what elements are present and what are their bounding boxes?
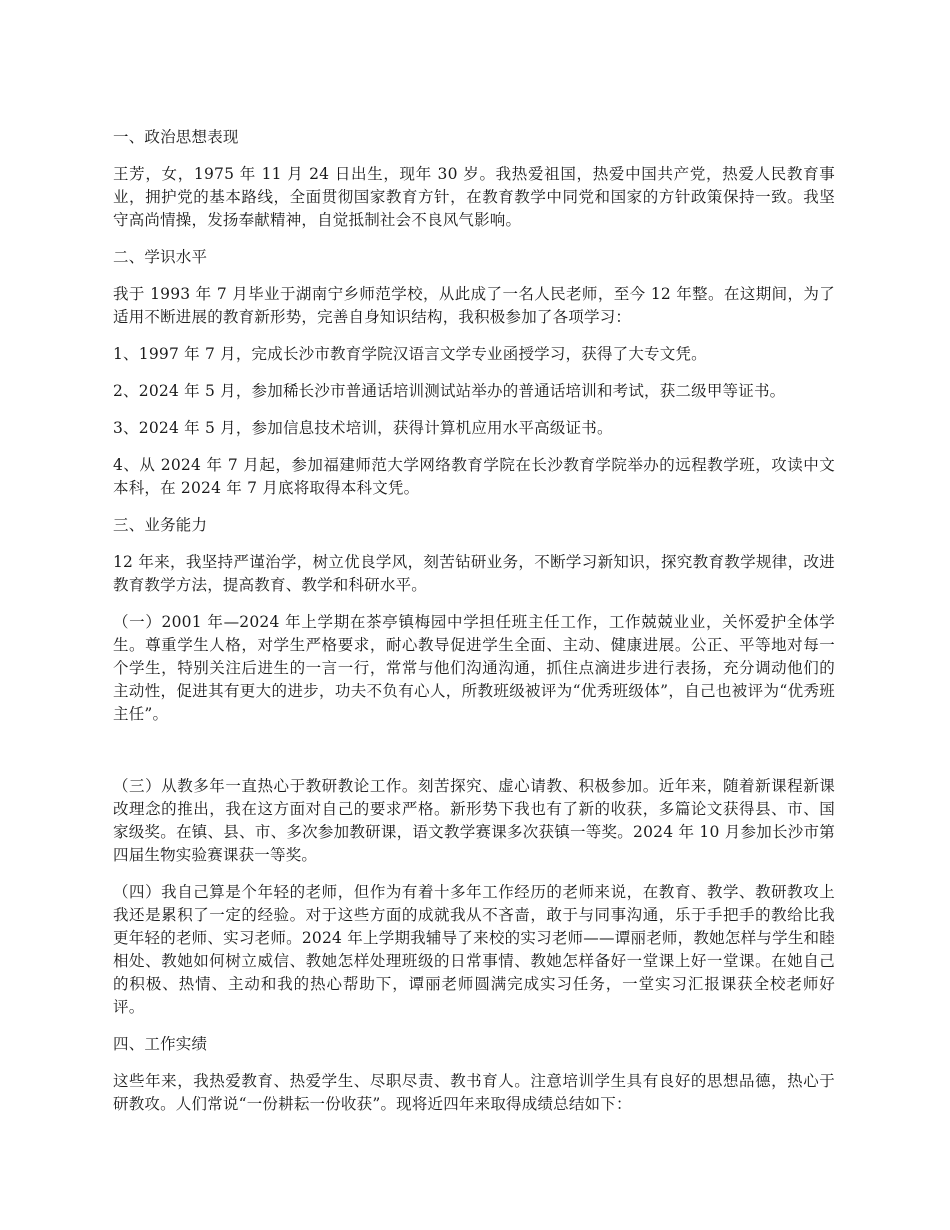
paragraph-personal-info: 王芳，女，1975 年 11 月 24 日出生，现年 30 岁。我热爱祖国，热爱中国共产党，热爱人民教育事业，拥护党的基本路线，全面贯彻国家教育方针，在教育教学中同党和国家的方针政策保持一致。我坚守高尚情操，发扬奉献精神，自觉抵制社会不良风气影响。 xyxy=(113,165,835,229)
section-heading-political: 一、政治思想表现 xyxy=(113,128,239,146)
list-item-study-1: 1、1997 年 7 月，完成长沙市教育学院汉语言文学专业函授学习，获得了大专文凭。 xyxy=(113,345,707,363)
section-heading-knowledge: 二、学识水平 xyxy=(113,248,208,266)
paragraph-ability-4: （四）我自己算是个年轻的老师，但作为有着十多年工作经历的老师来说，在教育、教学、教研教攻上我还是累积了一定的经验。对于这些方面的成就我从不吝啬，敢于与同事沟通，乐于手把手的教给比我更年轻的老师、实习老师。2024 年上学期我辅导了来校的实习老师——谭丽老师，教她怎样与学生和睦相处、教她如何树立威信、教她怎样处理班级的日常事情、教她怎样备好一堂课上好一堂课。在她自己的积极、热情、主动和我的热心帮助下，谭丽老师圆满完成实习任务，一堂实习汇报课获全校老师好评。 xyxy=(113,883,835,1016)
paragraph-achievements-intro: 这些年来，我热爱教育、热爱学生、尽职尽责、教书育人。注意培训学生具有良好的思想品德，热心于研教攻。人们常说“一份耕耘一份收获”。现将近四年来取得成绩总结如下： xyxy=(113,1072,835,1113)
section-heading-achievements: 四、工作实绩 xyxy=(113,1035,208,1053)
paragraph-education-intro: 我于 1993 年 7 月毕业于湖南宁乡师范学校，从此成了一名人民老师，至今 12 年整。在这期间，为了适用不断进展的教育新形势，完善自身知识结构，我积极参加了各项学习： xyxy=(113,285,835,326)
section-heading-ability: 三、业务能力 xyxy=(113,516,208,534)
list-item-study-3: 3、2024 年 5 月，参加信息技术培训，获得计算机应用水平高级证书。 xyxy=(113,419,613,437)
document-body xyxy=(113,126,835,1130)
list-item-study-2: 2、2024 年 5 月，参加稀长沙市普通话培训测试站举办的普通话培训和考试，获二级甲等证书。 xyxy=(113,382,786,400)
paragraph-ability-3: （三）从教多年一直热心于教研教论工作。刻苦探究、虚心请教、积极参加。近年来，随着新课程新课改理念的推出，我在这方面对自己的要求严格。新形势下我也有了新的收获，多篇论文获得县、市、国家级奖。在镇、县、市、多次参加教研课，语文教学赛课多次获镇一等奖。2024 年 10 月参加长沙市第四届生物实验赛课获一等奖。 xyxy=(113,777,835,864)
paragraph-ability-1: （一）2001 年—2024 年上学期在茶亭镇梅园中学担任班主任工作，工作兢兢业业，关怀爱护全体学生。尊重学生人格，对学生严格要求，耐心教导促进学生全面、主动、健康进展。公正、平等地对每一个学生，特别关注后进生的一言一行，常常与他们沟通沟通，抓住点滴进步进行表扬，充分调动他们的主动性，促进其有更大的进步，功夫不负有心人，所教班级被评为“优秀班级体”，自己也被评为“优秀班主任”。 xyxy=(113,613,835,723)
blank-gap xyxy=(113,740,835,775)
paragraph-ability-intro: 12 年来，我坚持严谨治学，树立优良学风，刻苦钻研业务，不断学习新知识，探究教育教学规律，改进教育教学方法，提高教育、教学和科研水平。 xyxy=(113,553,835,594)
list-item-study-4: 4、从 2024 年 7 月起，参加福建师范大学网络教育学院在长沙教育学院举办的远程教学班，攻读中文本科，在 2024 年 7 月底将取得本科文凭。 xyxy=(113,456,835,497)
